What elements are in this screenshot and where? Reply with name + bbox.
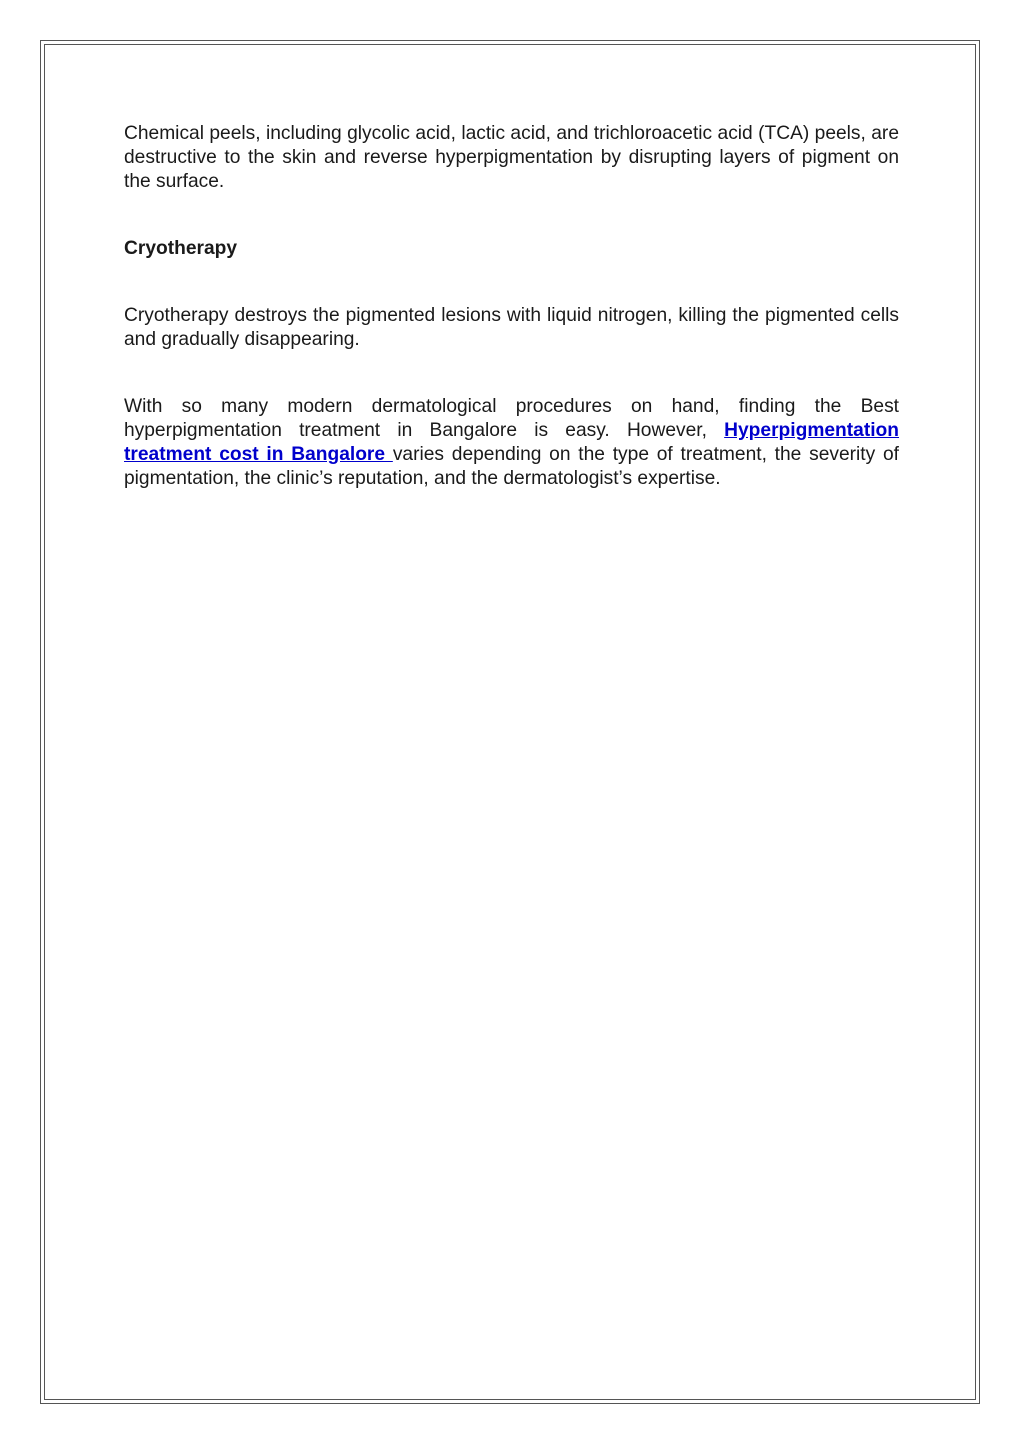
paragraph-cryotherapy: Cryotherapy destroys the pigmented lesions with liquid nitrogen, killing the pigmented cells and gradually disappearing.	[124, 305, 899, 350]
paragraph-procedures-text-end: varies depending on the type of treatment, the severity of pigmentation, the clinic’s reputation, and the dermatologist’s expertise.	[124, 444, 899, 489]
heading-cryotherapy: Cryotherapy	[124, 238, 238, 259]
paragraph-procedures	[124, 395, 899, 491]
paragraph-chemical-peels: Chemical peels, including glycolic acid, lactic acid, and trichloroacetic acid (TCA) peels, are destructive to the skin and reverse hyperpigmentation by disrupting layers of pigment on the surface.	[124, 123, 899, 192]
paragraph-procedures-text-start: With so many modern dermatological procedures on hand, finding the Best hyperpigmentation treatment in Bangalore is easy. However,	[124, 396, 899, 441]
document-body	[124, 122, 899, 491]
hyperpigmentation-cost-link[interactable]: Hyperpigmentation treatment cost in Bangalore	[124, 420, 899, 465]
